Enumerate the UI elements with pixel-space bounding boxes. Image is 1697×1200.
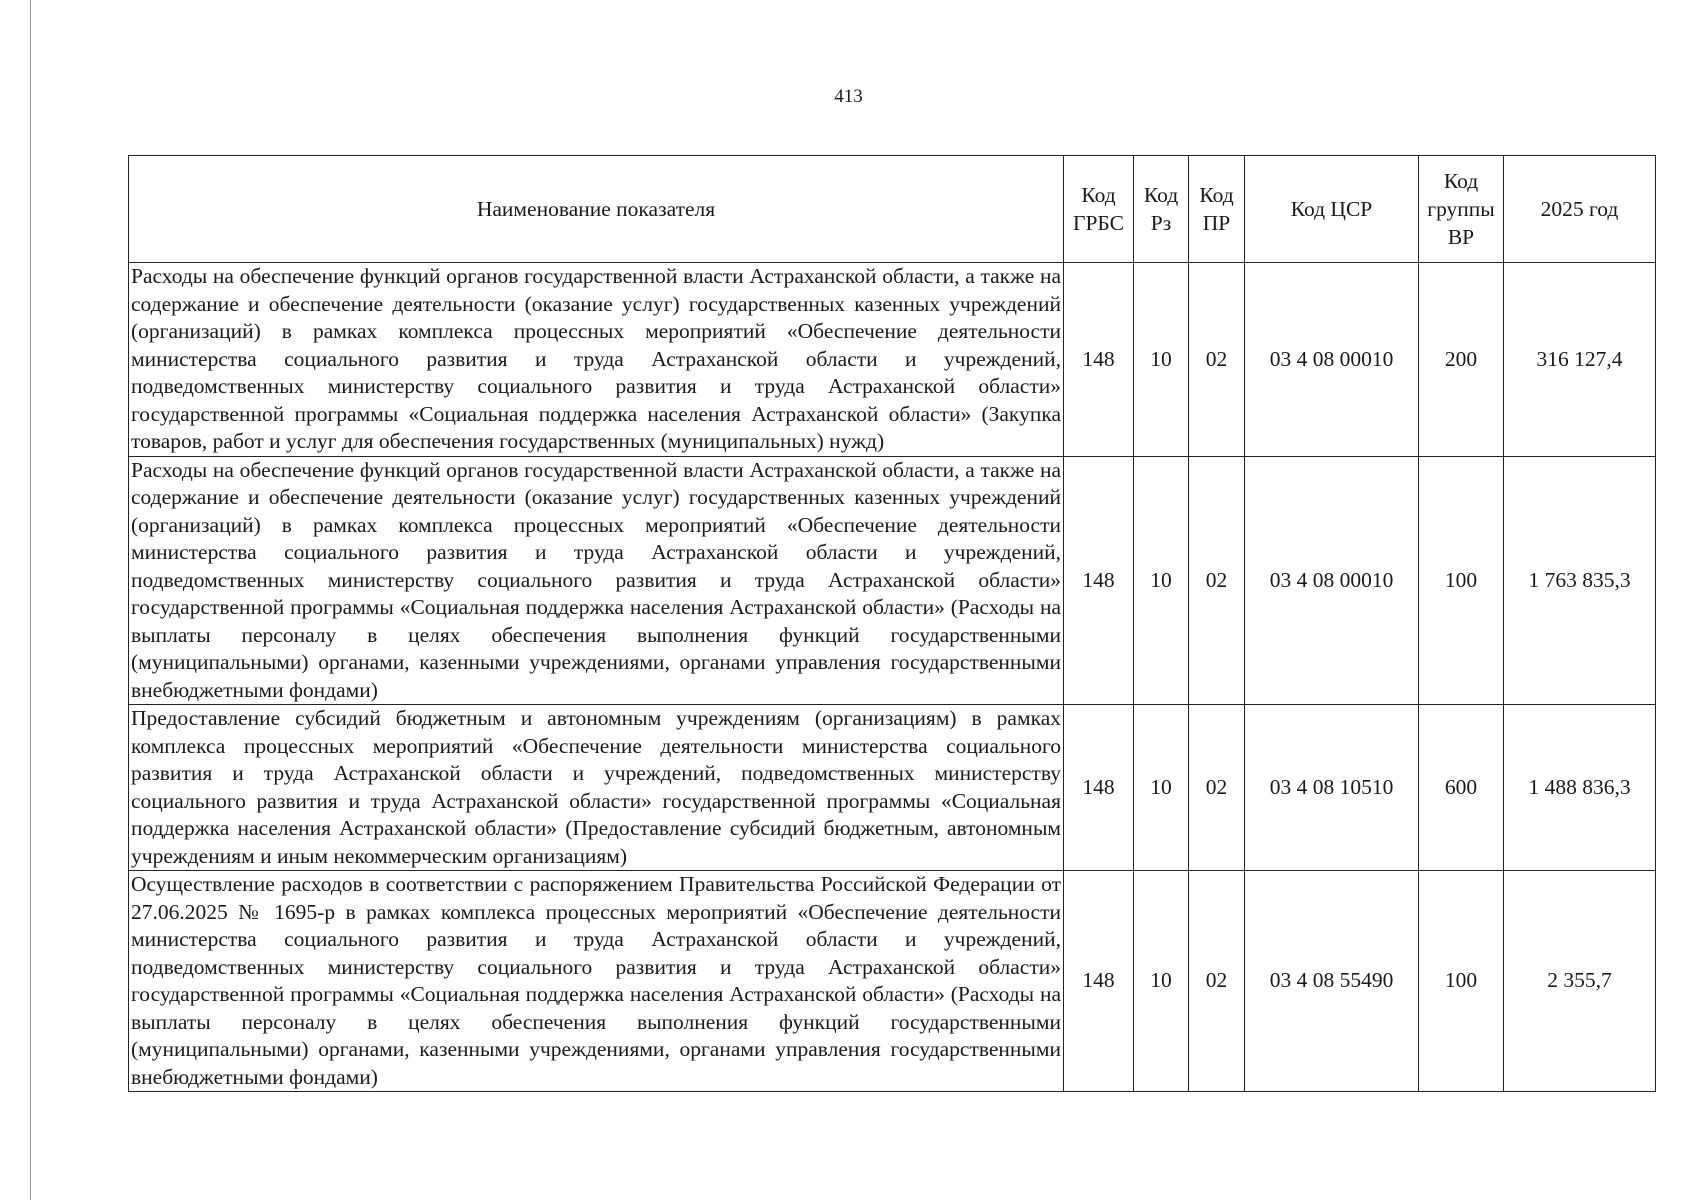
- row-name: Расходы на обеспечение функций органов государственной власти Астраханской области, а также на содержание и обеспечение деятельности (оказание услуг) государственных казенных учреждений (организаций) в рамках комплекса процессных мероприятий «Обеспечение деятельности министерства социального развития и труда Астраханской области и учреждений, подведомственных министерству социального развития и труда Астраханской области» государственной программы «Социальная поддержка населения Астраханской области» (Расходы на выплаты персоналу в целях обеспечения выполнения функций государственными (муниципальными) органами, казенными учреждениями, органами управления государственными внебюджетными фондами): [129, 456, 1064, 705]
- table-row: [129, 871, 1656, 1092]
- header-year: 2025 год: [1504, 156, 1656, 263]
- row-rz: 10: [1134, 456, 1189, 705]
- row-grbs: 148: [1064, 871, 1134, 1092]
- row-rz: 10: [1134, 705, 1189, 871]
- row-grbs: 148: [1064, 705, 1134, 871]
- table-header-row: [129, 156, 1656, 263]
- row-pr: 02: [1189, 871, 1245, 1092]
- row-amount: 1 488 836,3: [1504, 705, 1656, 871]
- header-rz: Код Рз: [1134, 156, 1189, 263]
- row-csr: 03 4 08 00010: [1245, 456, 1419, 705]
- row-pr: 02: [1189, 263, 1245, 457]
- header-name: Наименование показателя: [129, 156, 1064, 263]
- row-rz: 10: [1134, 871, 1189, 1092]
- row-csr: 03 4 08 55490: [1245, 871, 1419, 1092]
- binding-margin-line: [30, 0, 31, 1200]
- row-vr: 600: [1419, 705, 1504, 871]
- row-amount: 1 763 835,3: [1504, 456, 1656, 705]
- row-name: Расходы на обеспечение функций органов государственной власти Астраханской области, а также на содержание и обеспечение деятельности (оказание услуг) государственных казенных учреждений (организаций) в рамках комплекса процессных мероприятий «Обеспечение деятельности министерства социального развития и труда Астраханской области и учреждений, подведомственных министерству социального развития и труда Астраханской области» государственной программы «Социальная поддержка населения Астраханской области» (Закупка товаров, работ и услуг для обеспечения государственных (муниципальных) нужд): [129, 263, 1064, 457]
- row-csr: 03 4 08 00010: [1245, 263, 1419, 457]
- row-vr: 100: [1419, 871, 1504, 1092]
- table-row: [129, 705, 1656, 871]
- row-name: Осуществление расходов в соответствии с распоряжением Правительства Российской Федерации от 27.06.2025 № 1695-р в рамках комплекса процессных мероприятий «Обеспечение деятельности министерства социального развития и труда Астраханской области и учреждений, подведомственных министерству социального развития и труда Астраханской области» государственной программы «Социальная поддержка населения Астраханской области» (Расходы на выплаты персоналу в целях обеспечения выполнения функций государственными (муниципальными) органами, казенными учреждениями, органами управления государственными внебюджетными фондами): [129, 871, 1064, 1092]
- row-name: Предоставление субсидий бюджетным и автономным учреждениям (организациям) в рамках комплекса процессных мероприятий «Обеспечение деятельности министерства социального развития и труда Астраханской области и учреждений, подведомственных министерству социального развития и труда Астраханской области» государственной программы «Социальная поддержка населения Астраханской области» (Предоставление субсидий бюджетным, автономным учреждениям и иным некоммерческим организациям): [129, 705, 1064, 871]
- header-vr: Код группы ВР: [1419, 156, 1504, 263]
- row-vr: 200: [1419, 263, 1504, 457]
- header-csr: Код ЦСР: [1245, 156, 1419, 263]
- budget-table: [128, 155, 1656, 1092]
- header-pr: Код ПР: [1189, 156, 1245, 263]
- table-row: [129, 456, 1656, 705]
- row-pr: 02: [1189, 705, 1245, 871]
- row-grbs: 148: [1064, 263, 1134, 457]
- row-vr: 100: [1419, 456, 1504, 705]
- row-rz: 10: [1134, 263, 1189, 457]
- row-amount: 316 127,4: [1504, 263, 1656, 457]
- row-amount: 2 355,7: [1504, 871, 1656, 1092]
- page-number: 413: [834, 86, 863, 107]
- table-row: [129, 263, 1656, 457]
- row-pr: 02: [1189, 456, 1245, 705]
- row-grbs: 148: [1064, 456, 1134, 705]
- header-grbs: Код ГРБС: [1064, 156, 1134, 263]
- row-csr: 03 4 08 10510: [1245, 705, 1419, 871]
